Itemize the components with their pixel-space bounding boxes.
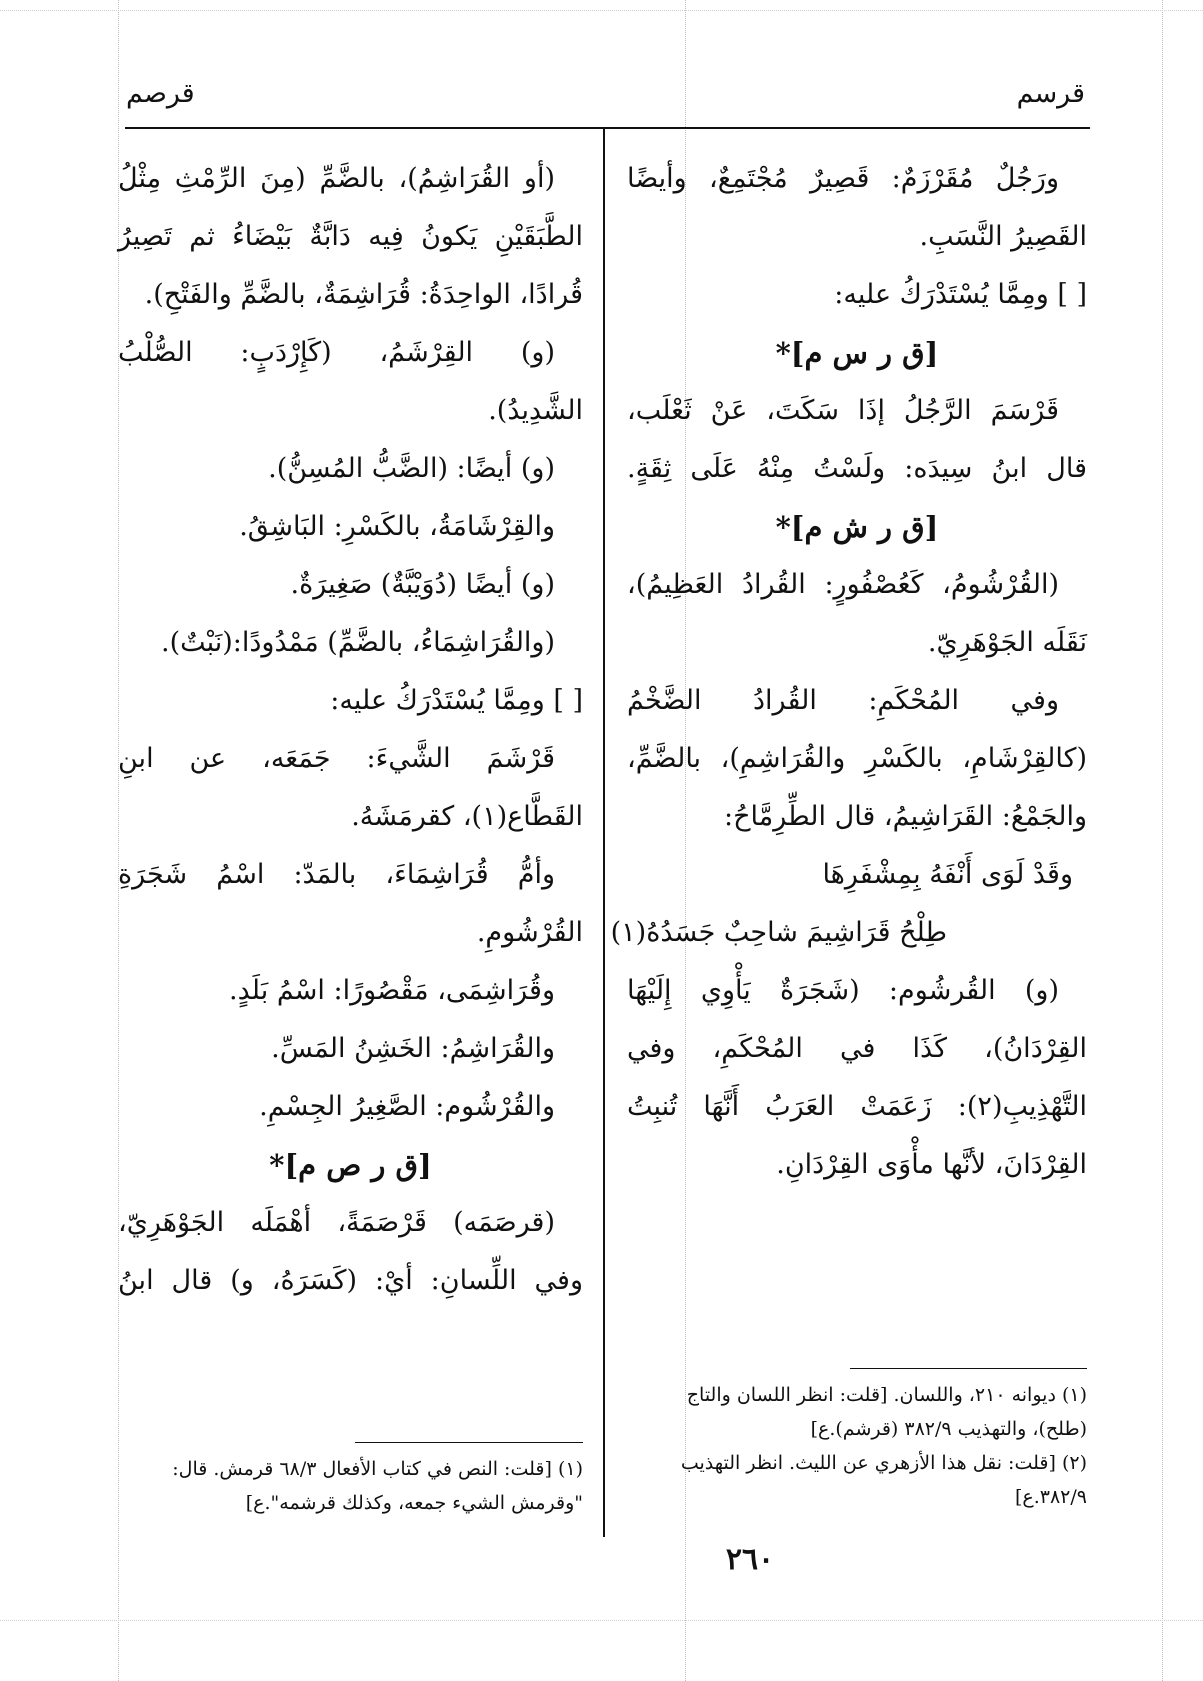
text-line: وأمُّ قُرَاشِمَاءَ، بالمَدّ: اسْمُ شَجَرَةِ bbox=[118, 859, 555, 890]
text-line: (والقُرَاشِمَاءُ، بالضَّمِّ) مَمْدُودًا:(نَبْتٌ). bbox=[160, 627, 555, 658]
text-line: والقِرْشَامَةُ، بالكَسْرِ: البَاشِقُ. bbox=[239, 511, 555, 542]
text-line: قُرادًا، الواحِدَةُ: قُرَاشِمَةٌ، بالضَّمِّ والفَتْحِ). bbox=[144, 279, 583, 310]
text-line: القِرْدَانُ)، كَذَا في المُحْكَمِ، وفي bbox=[627, 1033, 1087, 1064]
text-line: قال ابنُ سِيدَه: ولَسْتُ مِنْهُ عَلَى ثِقَةٍ. bbox=[627, 453, 1087, 484]
text-line: القُرْشُومِ. bbox=[476, 917, 583, 948]
footnote-line: (١) [قلت: النص في كتاب الأفعال ٦٨/٣ قرمش. قال: bbox=[172, 1458, 583, 1480]
text-line: [ ] ومِمَّا يُسْتَدْرَكُ عليه: bbox=[330, 685, 583, 716]
running-head-left: قرصم bbox=[126, 78, 195, 109]
text-line: التَّهْذِيبِ(٢): زَعَمَتْ العَرَبُ أَنَّهَا تُنبِتُ bbox=[627, 1091, 1087, 1122]
text-line: القِرْدَانَ، لأنَّها مأْوَى القِرْدَانِ. bbox=[776, 1149, 1087, 1180]
footnote-line: (٢) [قلت: نقل هذا الأزهري عن الليث. انظر التهذيب bbox=[680, 1452, 1087, 1474]
text-line: (أو القُرَاشِمُ)، بالضَّمِّ (مِنَ الرِّمْثِ مِثْلُ bbox=[118, 163, 555, 194]
scan-guide bbox=[1162, 0, 1163, 1681]
scan-guide bbox=[0, 10, 1203, 11]
text-line: وفي المُحْكَمِ: القُرادُ الضَّخْمُ bbox=[627, 685, 1059, 716]
entry-heading: [ق ر ص م]* bbox=[269, 1148, 432, 1182]
text-line: قَرْشَمَ الشَّيءَ: جَمَعَه، عن ابنِ bbox=[118, 743, 555, 774]
text-line: (كالقِرْشَامِ، بالكَسْرِ والقُرَاشِمِ)، بالضَّمِّ، bbox=[627, 743, 1087, 774]
text-line: القَطَّاع(١)، كقرمَشَهُ. bbox=[351, 801, 583, 832]
footnote-line: ٣٨٢/٩.ع] bbox=[1014, 1486, 1087, 1508]
footnote-line: (طلح)، والتهذيب ٣٨٢/٩ (قرشم).ع] bbox=[810, 1418, 1087, 1440]
right-column bbox=[610, 150, 1087, 1194]
text-line: والجَمْعُ: القَرَاشِيمُ، قال الطِّرِمَّاحُ: bbox=[724, 801, 1087, 832]
entry-heading: [ق ر ش م]* bbox=[775, 510, 939, 544]
text-line: القَصِيرُ النَّسَبِ. bbox=[919, 221, 1087, 252]
footnote-line: "وقرمش الشيء جمعه، وكذلك قرشمه".ع] bbox=[245, 1492, 583, 1514]
verse-line: وقَدْ لَوَى أَنْفَهُ بِمِشْفَرِهَا bbox=[822, 859, 1073, 890]
text-line: (القُرْشُومُ، كَعُصْفُورٍ: القُرادُ العَظِيمُ)، bbox=[627, 569, 1059, 600]
text-line: والقُرَاشِمُ: الخَشِنُ المَسِّ. bbox=[271, 1033, 555, 1064]
entry-heading: [ق ر س م]* bbox=[775, 336, 939, 370]
text-line: نَقَلَه الجَوْهَرِيّ. bbox=[927, 627, 1087, 658]
text-line: الطَّبَقَيْنِ يَكونُ فِيه دَابَّةٌ بَيْضَاءُ ثم تَصِيرُ bbox=[118, 221, 583, 252]
header-rule bbox=[125, 127, 1090, 129]
text-line: (و) القِرْشَمُ، (كَإِرْدَبٍ: الصُّلْبُ bbox=[118, 337, 555, 368]
footnotes-right bbox=[627, 1378, 1087, 1514]
text-line: (و) أيضًا (دُوَيْبَّةٌ) صَغِيرَةٌ. bbox=[290, 569, 555, 600]
running-head-right: قرسم bbox=[1016, 78, 1085, 109]
scan-guide bbox=[0, 1620, 1203, 1621]
footnote-rule bbox=[355, 1442, 583, 1443]
text-line: وفي اللِّسانِ: أيْ: (كَسَرَهُ، و) قال ابنُ bbox=[118, 1265, 583, 1296]
text-line: (و) أيضًا: (الضَّبُّ المُسِنُّ). bbox=[268, 453, 555, 484]
text-line: (و) القُرشُوم: (شَجَرَةٌ يَأْوِي إِلَيْهَا bbox=[627, 975, 1059, 1006]
footnotes-left bbox=[118, 1452, 583, 1520]
footnote-rule bbox=[850, 1368, 1087, 1369]
text-line: وقُرَاشِمَى، مَقْصُورًا: اسْمُ بَلَدٍ. bbox=[229, 975, 555, 1006]
page-number: ٢٦٠ bbox=[725, 1542, 775, 1577]
footnote-line: (١) ديوانه ٢١٠، واللسان. [قلت: انظر اللسان والتاج bbox=[686, 1384, 1087, 1406]
column-divider bbox=[603, 127, 605, 1537]
text-line: ورَجُلٌ مُقَرْزَمٌ: قَصِيرٌ مُجْتَمِعٌ، وأيضًا bbox=[627, 163, 1059, 194]
text-line: (قرصَمَه) قَرْصَمَةً، أهْمَلَه الجَوْهَرِيّ، bbox=[118, 1207, 555, 1238]
left-column bbox=[118, 150, 583, 1310]
text-line: والقُرْشُوم: الصَّغِيرُ الجِسْمِ. bbox=[259, 1091, 555, 1122]
verse-line: طِلْحُ قَرَاشِيمَ شاحِبٌ جَسَدُهُ(١) bbox=[610, 917, 947, 948]
text-line: [ ] ومِمَّا يُسْتَدْرَكُ عليه: bbox=[834, 279, 1087, 310]
text-line: الشَّدِيدُ). bbox=[488, 395, 583, 426]
text-line: قَرْسَمَ الرَّجُلُ إذَا سَكَتَ، عَنْ ثَعْلَب، bbox=[627, 395, 1059, 426]
